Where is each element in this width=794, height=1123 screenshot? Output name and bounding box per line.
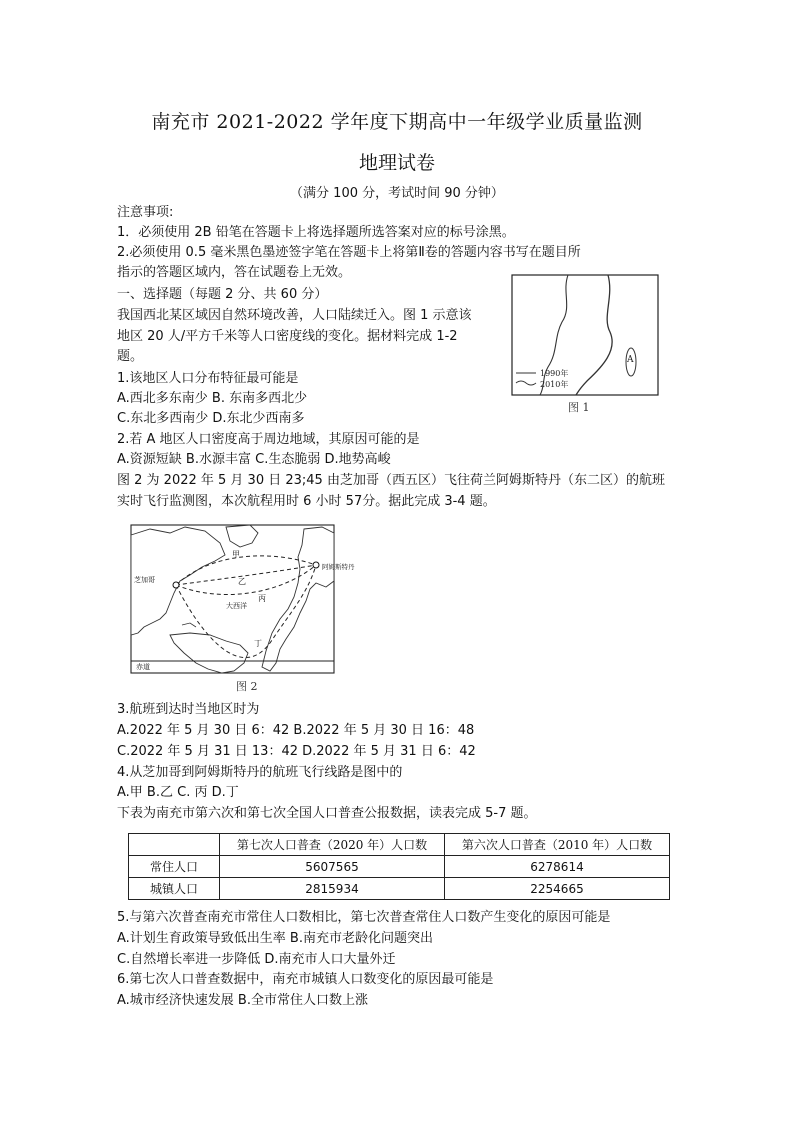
route-yi-label: 乙 [238, 577, 246, 586]
q1-options-ab: A.西北多东南少 B. 东南多西北少 [117, 391, 308, 406]
amsterdam-marker [313, 562, 319, 568]
q6-options-ab: A.城市经济快速发展 B.全市常住人口数上涨 [117, 993, 368, 1008]
cell-resident-2020: 5607565 [220, 856, 445, 878]
route-bing-label: 丙 [258, 594, 266, 603]
passage2-line1: 图 2 为 2022 年 5 月 30 日 23;45 由芝加哥（西五区）飞往荷兰阿姆斯特丹（东二区）的航班 [117, 473, 665, 488]
page-title: 南充市 2021-2022 学年度下期高中一年级学业质量监测 [151, 111, 643, 133]
legend-1990-label: 1990年 [540, 369, 569, 378]
table-header-row [129, 834, 670, 856]
q3-options-cd: C.2022 年 5 月 31 日 13：42 D.2022 年 5 月 31 日 6：42 [117, 744, 476, 759]
passage1-line3: 题。 [117, 349, 144, 364]
cell-urban-2020: 2815934 [220, 878, 445, 900]
q3-options-ab: A.2022 年 5 月 30 日 6：42 B.2022 年 5 月 30 日 16：48 [117, 723, 475, 738]
figure-2-map [130, 523, 355, 698]
point-a-label: A [627, 355, 634, 365]
passage1-line2: 地区 20 人/平方千米等人口密度线的变化。据材料完成 1-2 [117, 329, 458, 344]
row-label-urban: 城镇人口 [129, 878, 220, 900]
exam-note: （满分 100 分，考试时间 90 分钟） [290, 186, 504, 201]
chicago-marker [173, 582, 179, 588]
chicago-label: 芝加哥 [134, 576, 155, 584]
exam-subject: 地理试卷 [358, 152, 435, 174]
cell-urban-2010: 2254665 [445, 878, 670, 900]
row-label-resident: 常住人口 [129, 856, 220, 878]
table-header-2020: 第七次人口普查（2020 年）人口数 [220, 834, 445, 856]
instructions-heading: 注意事项: [117, 205, 174, 220]
q5-options-ab: A.计划生育政策导致低出生率 B.南充市老龄化问题突出 [117, 931, 433, 946]
section-heading: 一、选择题（每题 2 分、共 60 分） [117, 287, 328, 302]
figure-1-map [510, 272, 660, 417]
census-table [128, 833, 670, 900]
table-row [129, 856, 670, 878]
q6-stem: 6.第七次人口普查数据中，南充市城镇人口数变化的原因最可能是 [117, 972, 494, 987]
passage3-line1: 下表为南充市第六次和第七次全国人口普查公报数据，读表完成 5-7 题。 [117, 806, 537, 821]
q3-stem: 3.航班到达时当地区时为 [117, 702, 260, 717]
figure-1 [510, 272, 660, 417]
route-jia-label: 甲 [232, 550, 240, 559]
instruction-item-2: 2.必须使用 0.5 毫米黑色墨迹签字笔在答题卡上将第Ⅱ卷的答题内容书写在题目所 [117, 245, 581, 260]
q4-options: A.甲 B.乙 C. 丙 D.丁 [117, 785, 239, 800]
q5-options-cd: C.自然增长率进一步降低 D.南充市人口大量外迁 [117, 952, 396, 967]
table-header-blank [129, 834, 220, 856]
figure-1-caption: 图 1 [568, 401, 590, 414]
q2-options: A.资源短缺 B.水源丰富 C.生态脆弱 D.地势高峻 [117, 452, 391, 467]
table-header-2010: 第六次人口普查（2010 年）人口数 [445, 834, 670, 856]
passage1-line1: 我国西北某区域因自然环境改善，人口陆续迁入。图 1 示意该 [117, 308, 472, 323]
instruction-item-1: 1．必须使用 2B 铅笔在答题卡上将选择题所选答案对应的标号涂黑。 [117, 225, 515, 240]
figure-2 [130, 523, 355, 698]
legend-2010-label: 2010年 [540, 380, 569, 389]
figure-2-caption: 图 2 [236, 680, 258, 693]
instruction-item-2-cont: 指示的答题区域内，答在试题卷上无效。 [117, 265, 352, 280]
q2-stem: 2.若 A 地区人口密度高于周边地域，其原因可能的是 [117, 432, 420, 447]
passage2-line2: 实时飞行监测图，本次航程用时 6 小时 57分。据此完成 3-4 题。 [117, 494, 496, 509]
q5-stem: 5.与第六次普查南充市常住人口数相比，第七次普查常住人口数产生变化的原因可能是 [117, 910, 611, 925]
q1-stem: 1.该地区人口分布特征最可能是 [117, 371, 299, 386]
q4-stem: 4.从芝加哥到阿姆斯特丹的航班飞行线路是图中的 [117, 765, 403, 780]
route-ding-label: 丁 [254, 639, 262, 648]
equator-label: 赤道 [136, 663, 150, 671]
atlantic-label: 大西洋 [226, 602, 247, 610]
amsterdam-label: 阿姆斯特丹 [322, 563, 355, 571]
table-row [129, 878, 670, 900]
cell-resident-2010: 6278614 [445, 856, 670, 878]
q1-options-cd: C.东北多西南少 D.东北少西南多 [117, 411, 305, 426]
